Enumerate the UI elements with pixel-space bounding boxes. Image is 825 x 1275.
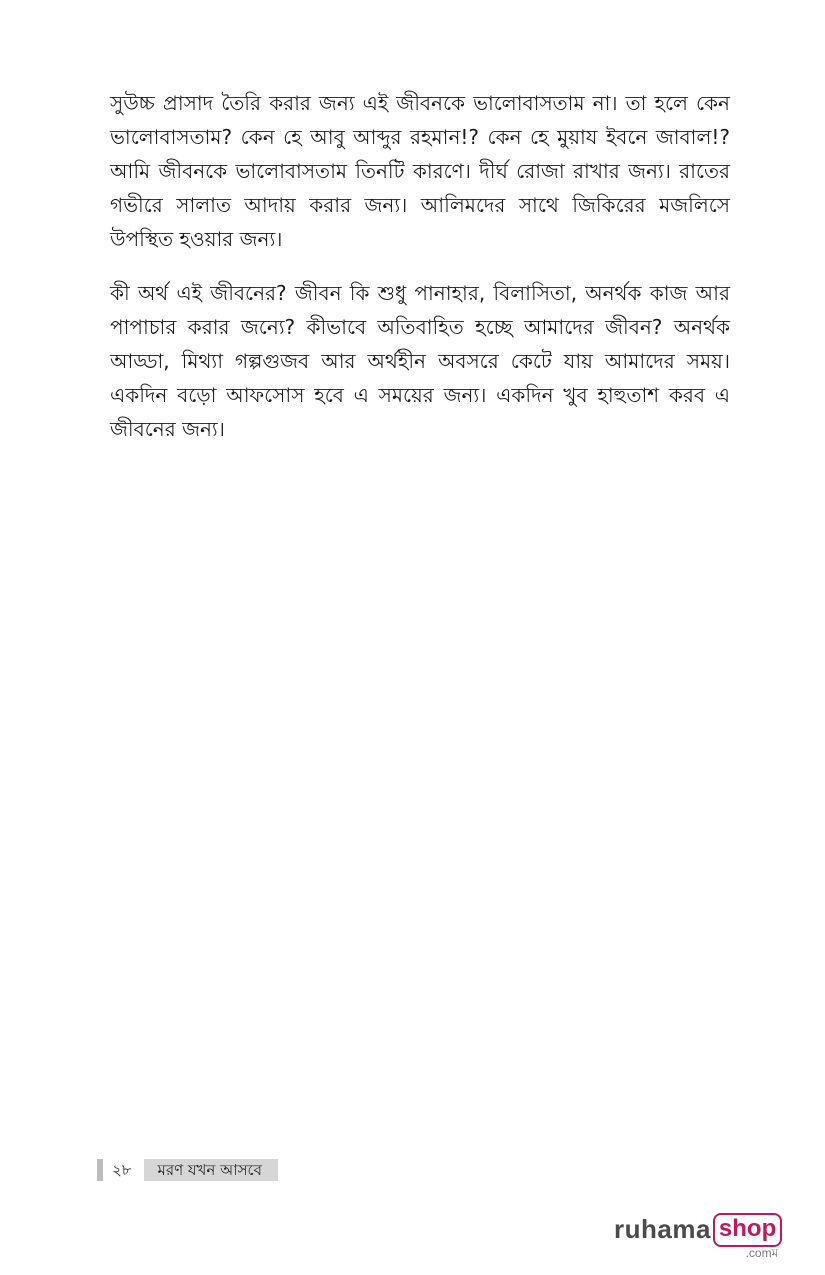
page-body: [110, 86, 730, 466]
page-footer: [97, 1159, 278, 1181]
watermark-shop-box: [713, 1212, 782, 1260]
footer-bar: [97, 1159, 103, 1181]
paragraph-2: কী অর্থ এই জীবনের? জীবন কি শুধু পানাহার, বিলাসিতা, অনর্থক কাজ আর পাপাচার করার জন্যে? কীভাবে অতিবাহিত হচ্ছে আমাদের জীবন? অনর্থক আড্ডা, মিথ্যা গল্পগুজব আর অর্থহীন অবসরে কেটে যায় আমাদের সময়। একদিন বড়ো আফসোস হবে এ সময়ের জন্য। একদিন খুব হাহুতাশ করব এ জীবনের জন্য।: [110, 281, 730, 441]
watermark-domain: .comম: [745, 1246, 779, 1260]
watermark-brand: ruhama: [614, 1214, 711, 1244]
page-number: ২৮: [112, 1161, 132, 1179]
ruhamashop-watermark: [614, 1212, 782, 1258]
paragraph-1: সুউচ্চ প্রাসাদ তৈরি করার জন্য এই জীবনকে ভালোবাসতাম না। তা হলে কেন ভালোবাসতাম? কেন হে আবু আব্দুর রহমান!? কেন হে মুয়ায ইবনে জাবাল!? আমি জীবনকে ভালোবাসতাম তিনটি কারণে। দীর্ঘ রোজা রাখার জন্য। রাতের গভীরে সালাত আদায় করার জন্য। আলিমদের সাথে জিকিরের মজলিসে উপস্থিত হওয়ার জন্য।: [110, 91, 730, 251]
running-title: মরণ যখন আসবে: [144, 1159, 278, 1181]
watermark-shop: shop: [713, 1213, 782, 1247]
